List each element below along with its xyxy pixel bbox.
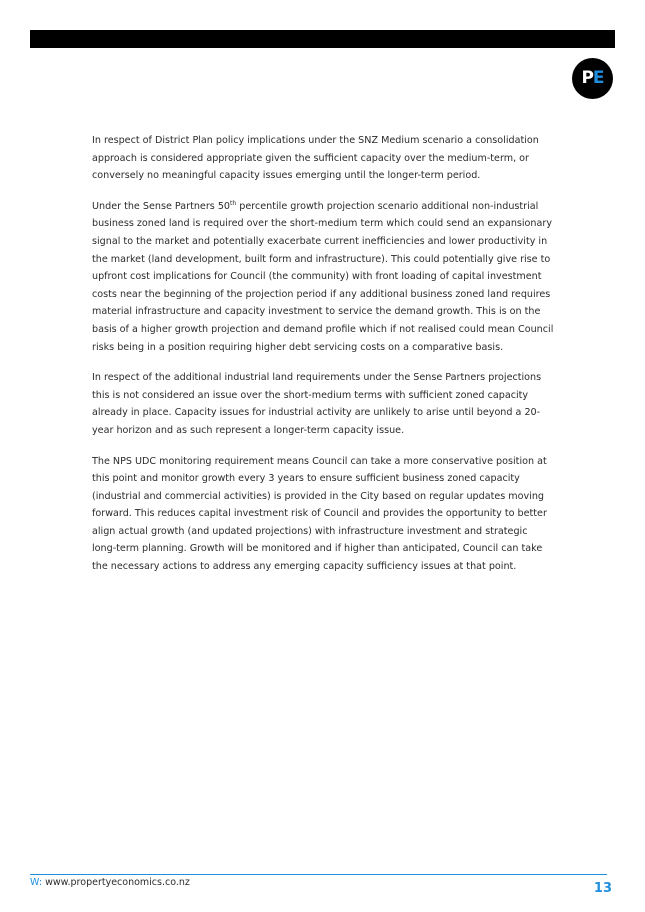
ordinal-suffix: th [230,199,237,207]
paragraph-2-rest: percentile growth projection scenario additional non-industrial business zoned land is required over the short-medium term which could send an expansionary signal to the market and potentially exacerbate current inefficiencies and lower productivity in the market (land development, built form and infrastructure). This could potentially give rise to upfront cost implications for Council (the community) with front loading of capital investment costs near the beginning of the projection period if any additional business zoned land requires material infrastructure and capacity investment to service the demand growth. This is on the basis of a higher growth projection and demand profile which if not realised could mean Council risks being in a position requiring higher debt servicing costs on a comparative basis. [92,200,554,353]
paragraph-1: In respect of District Plan policy implications under the SNZ Medium scenario a consolidation approach is considered appropriate given the sufficient capacity over the medium-term, or conversely no meaningful capacity issues emerging until the longer-term period. [92,135,539,182]
footer-divider [30,874,607,875]
body-text [92,132,554,589]
property-economics-logo [572,58,613,99]
header-bar [30,30,615,48]
logo-mark [581,70,603,87]
paragraph-2-start: Under the Sense Partners 50 [92,200,231,212]
website-label: W: [30,877,43,888]
website-url[interactable]: www.propertyeconomics.co.nz [42,877,190,888]
paragraph-4: The NPS UDC monitoring requirement means Council can take a more conservative position at this point and monitor growth every 3 years to ensure sufficient business zoned capacity (industrial and commercial activities) is provided in the City based on regular updates moving forward. This reduces capital investment risk of Council and provides the opportunity to better align actual growth (and updated projections) with infrastructure investment and strategic long-term planning. Growth will be monitored and if higher than anticipated, Council can take the necessary actions to address any emerging capacity sufficiency issues at that point. [92,455,547,573]
footer-website [30,877,190,888]
paragraph-3: In respect of the additional industrial land requirements under the Sense Partners projections this is not considered an issue over the short-medium terms with sufficient zoned capacity already in place. Capacity issues for industrial activity are unlikely to arise until beyond a 20-year horizon and as such represent a longer-term capacity issue. [92,372,542,436]
logo-letter-p: P [581,68,593,88]
logo-letter-e: E [592,68,604,88]
page-number: 13 [593,881,612,896]
paragraph-2 [92,198,554,356]
